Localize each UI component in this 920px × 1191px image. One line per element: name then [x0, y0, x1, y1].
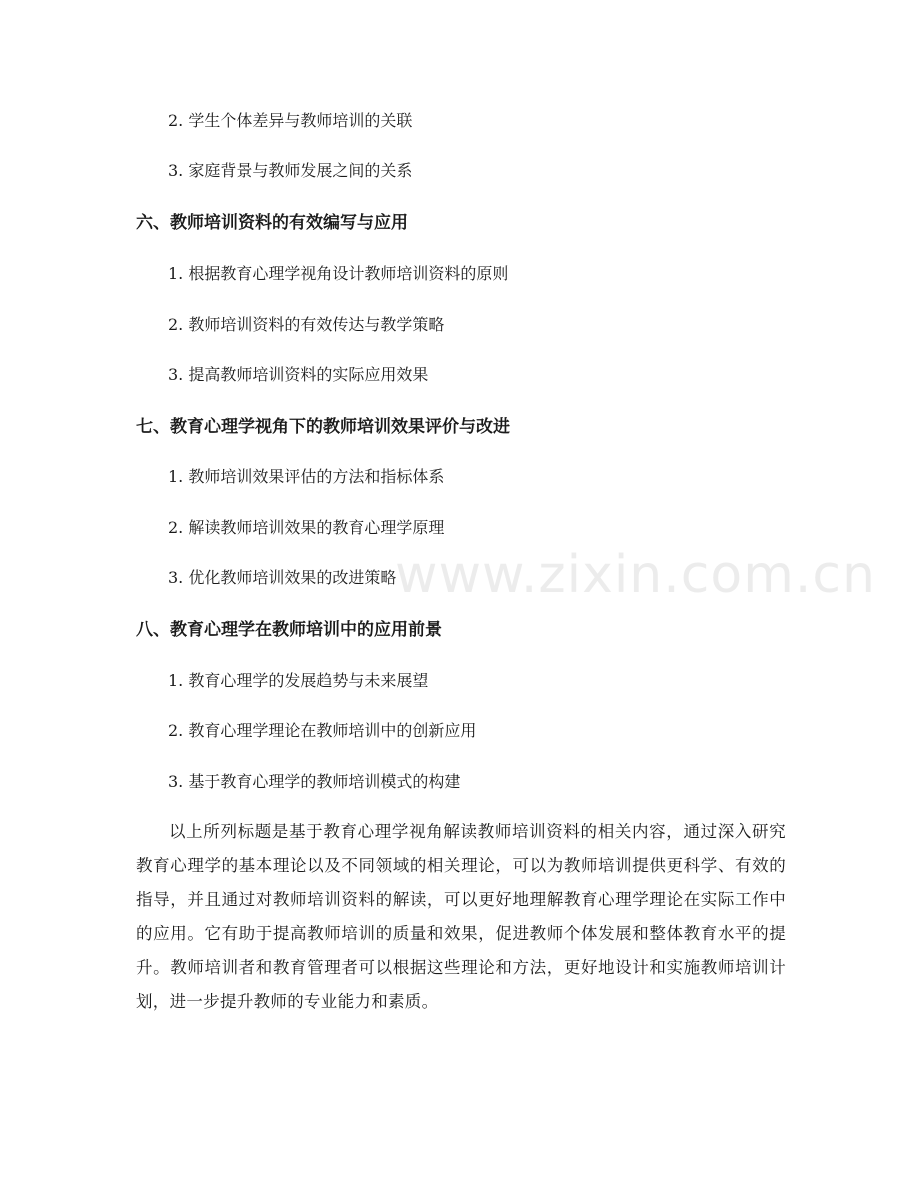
watermark: www.zixin.com.cn	[395, 545, 876, 605]
section-heading: 六、教师培训资料的有效编写与应用	[136, 213, 408, 233]
list-item: 2. 教师培训资料的有效传达与教学策略	[168, 315, 445, 334]
list-item: 1. 教育心理学的发展趋势与未来展望	[168, 671, 429, 690]
list-item: 1. 教师培训效果评估的方法和指标体系	[168, 467, 445, 486]
list-item: 2. 解读教师培训效果的教育心理学原理	[168, 518, 445, 537]
list-item: 3. 优化教师培训效果的改进策略	[168, 568, 397, 587]
section-heading: 七、教育心理学视角下的教师培训效果评价与改进	[136, 417, 510, 437]
list-item: 2. 学生个体差异与教师培训的关联	[168, 111, 413, 130]
list-item: 2. 教育心理学理论在教师培训中的创新应用	[168, 721, 477, 740]
list-item: 3. 家庭背景与教师发展之间的关系	[168, 161, 413, 180]
list-item: 3. 基于教育心理学的教师培训模式的构建	[168, 772, 461, 791]
section-heading: 八、教育心理学在教师培训中的应用前景	[136, 620, 442, 640]
conclusion-paragraph: 以上所列标题是基于教育心理学视角解读教师培训资料的相关内容，通过深入研究教育心理学的基本理论以及不同领域的相关理论，可以为教师培训提供更科学、有效的指导，并且通过对教师培训资料的解读，可以更好地理解教育心理学理论在实际工作中的应用。它有助于提高教师培训的质量和效果，促进教师个体发展和整体教育水平的提升。教师培训者和教育管理者可以根据这些理论和方法，更好地设计和实施教师培训计划，进一步提升教师的专业能力和素质。	[136, 822, 786, 1011]
list-item: 1. 根据教育心理学视角设计教师培训资料的原则	[168, 264, 509, 283]
list-item: 3. 提高教师培训资料的实际应用效果	[168, 365, 429, 384]
